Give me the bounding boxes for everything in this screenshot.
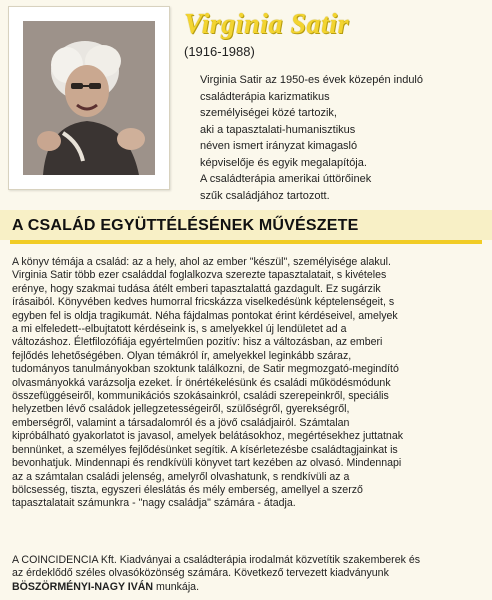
body-line: az a számtalan családi jelenség, amelyről olvashatunk, s rendkívüli az a — [12, 470, 350, 483]
footer-line-end: munkája. — [153, 580, 200, 593]
bio-line: képviselője és egyik megalapítója. — [200, 156, 367, 169]
bio-line: családterápia karizmatikus — [200, 90, 330, 103]
author-name: Virginia Satir — [184, 9, 349, 40]
author-years: (1916-1988) — [184, 44, 255, 59]
body-line: egyben fel is oldja tragikumát. Néha fájdalmas pontokat érint kérdéseivel, amelyek — [12, 309, 398, 322]
body-line: változáshoz. Életfilozófiája egyértelműen pozitív: hisz a változásban, az emberi — [12, 336, 383, 349]
body-line: kipróbálható gyakorlatot is javasol, amelyek belátásokhoz, megértésekhez juttatnak — [12, 430, 404, 443]
footer-line — [12, 581, 484, 594]
body-line: fejlődés lehetőségében. Olyan témákról ír, amelyekkel leginkább száraz, — [12, 349, 352, 362]
footer-line: A COINCIDENCIA Kft. Kiadványai a családterápia irodalmát közvetítik szakemberek és — [12, 554, 421, 566]
book-title: A CSALÁD EGYÜTTÉLÉSÉNEK MŰVÉSZETE — [12, 217, 359, 234]
body-line: A könyv témája a család: az a hely, ahol az ember "készül", személyisége alakul. — [12, 256, 391, 268]
body-line: a mi elfeledett--elbujtatott kérdéseink is, s amelyekkel új lendületet ad a — [12, 323, 347, 336]
next-author-name: BÖSZÖRMÉNYI-NAGY IVÁN — [12, 580, 154, 593]
body-line: összefüggéseiről, kommunikációs szokásainkról, családi szerepeinkről, speciális — [12, 390, 389, 403]
author-photo-frame — [8, 6, 170, 190]
body-line: Virginia Satir több ezer családdal foglalkozva szerezte tapasztalatait, s kivételes — [12, 269, 387, 282]
portrait-illustration — [23, 21, 155, 175]
body-line: tapasztalatait számunkra - "nagy családja" számára - átadja. — [12, 497, 296, 510]
body-line: bennünket, a személyes fejlődésünket segítik. A kísérletezésbe családtagjainkat is — [12, 443, 398, 456]
body-line: erénye, hogy szakmai tudása átélt emberi tapasztalattá gazdagult. Ez sugárzik — [12, 282, 381, 295]
author-portrait-photo — [23, 21, 155, 175]
bio-line: néven ismert irányzat kimagasló — [200, 140, 358, 152]
body-line: bölcsesség, tiszta, egyszeri éleslátás és mély emberség, amellyel a szerző — [12, 483, 363, 496]
book-description — [12, 256, 482, 511]
footer-line: az érdeklődő széles olvasóközönség számára. Következő tervezett kiadványunk — [12, 567, 389, 580]
bio-line: szűk családjához tartozott. — [200, 189, 330, 202]
body-line: írásaiból. Könyvében kedves humorral fricskázza viselkedésünk képtelenségeit, s — [12, 296, 395, 309]
bio-line: személyiségei közé tartozik, — [200, 107, 337, 119]
body-line: olvasmányokká varázsolja ezeket. Ír önértékelésünk és családi működésmódunk — [12, 376, 391, 389]
bio-line: Virginia Satir az 1950-es évek közepén induló — [200, 74, 423, 86]
publisher-note — [12, 554, 484, 594]
bio-line: A családterápia amerikai úttörőinek — [200, 173, 372, 185]
body-line: tudományos tanulmányokban szoktunk találkozni, de Satir megmozgató-megindító — [12, 363, 399, 376]
bio-line: aki a tapasztalati-humanisztikus — [200, 123, 356, 136]
author-bio — [200, 72, 430, 204]
body-line: helyzetben lévő családok jellegzetességeiről, szülőségről, gyerekségről, — [12, 403, 350, 416]
body-line: bevonhatjuk. Mindennapi és rendkívüli könyvet tart kezében az olvasó. Mindennapi — [12, 457, 402, 470]
title-underline-rule — [10, 240, 482, 244]
body-line: emberségről, valamint a társadalomról és a jövő családjairól. Számtalan — [12, 416, 350, 429]
